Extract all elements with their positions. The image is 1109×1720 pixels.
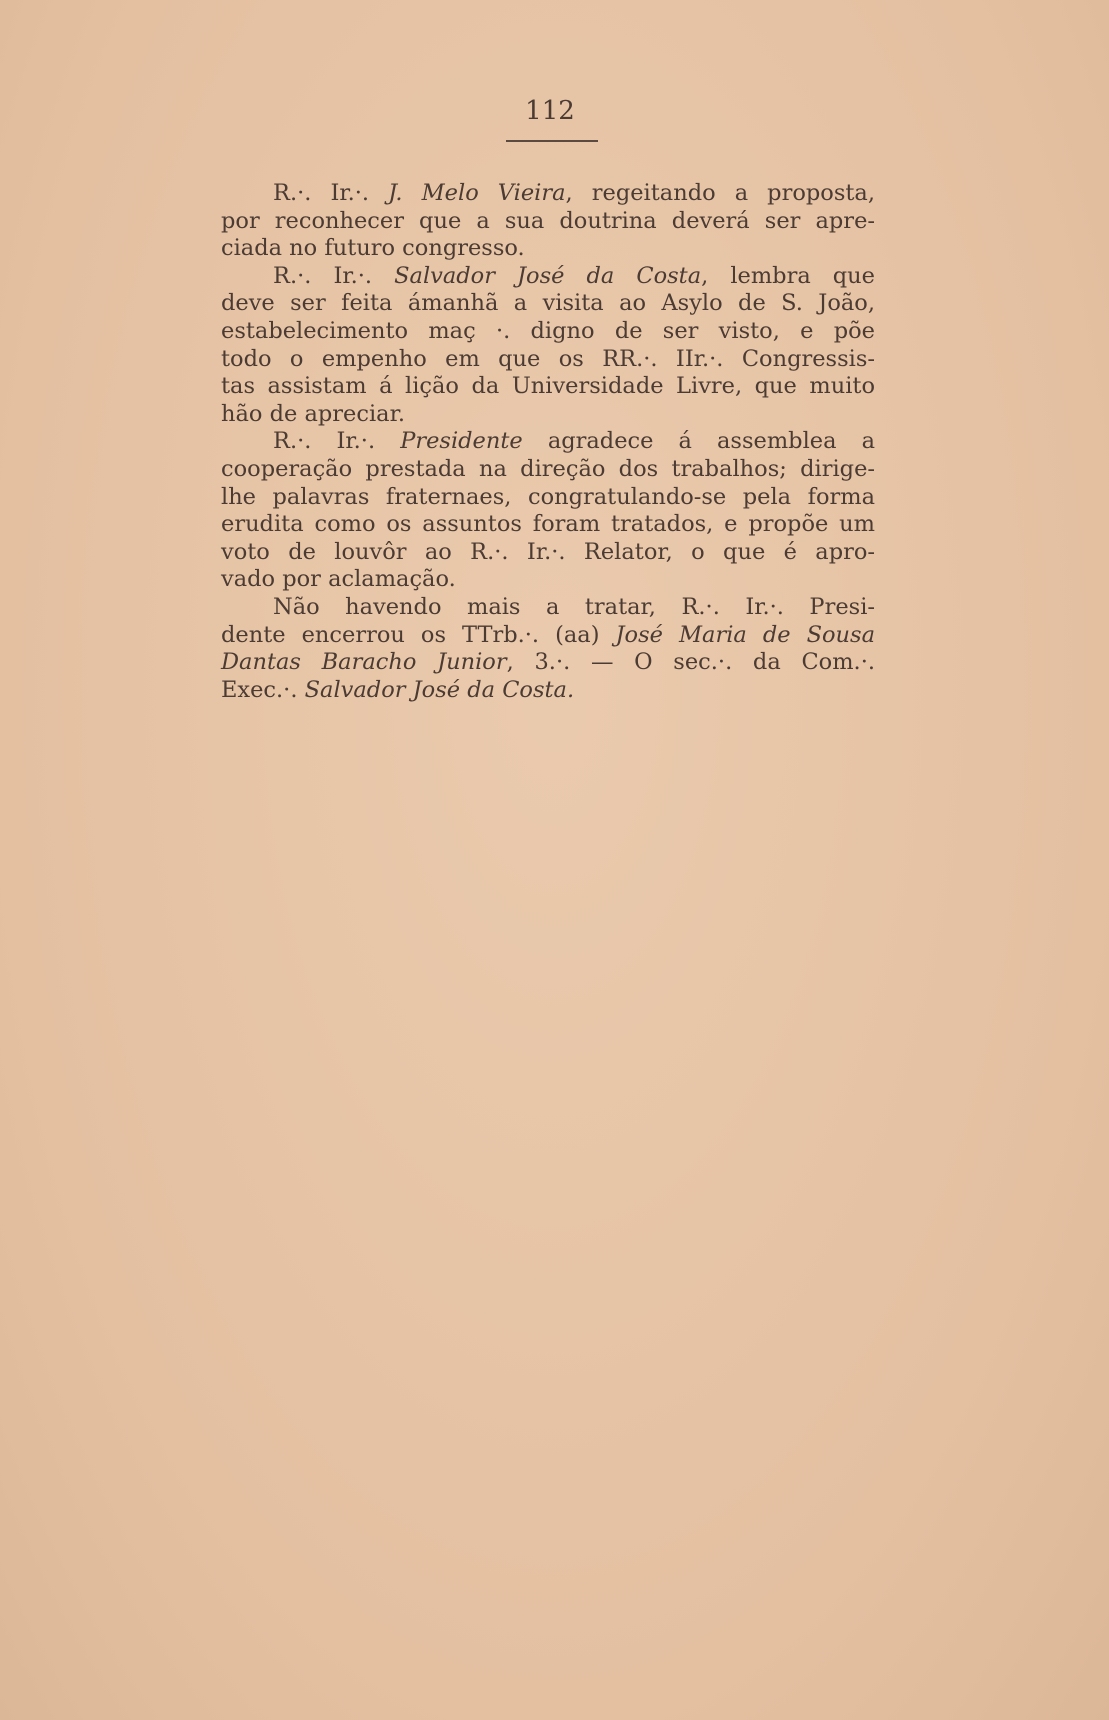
text-line (221, 428, 875, 456)
text-line (221, 649, 875, 677)
italic-name: Salvador José da Costa. (304, 676, 575, 703)
text-segment: erudita como os assuntos foram tratados, e propõe um (221, 511, 875, 538)
text-segment: todo o empenho em que os RR.·. IIr.·. Congressis- (221, 345, 875, 372)
italic-name: Salvador José da Costa (394, 262, 702, 289)
text-segment: R.·. Ir.·. (273, 428, 401, 455)
text-line (221, 677, 875, 705)
text-segment: ciada no futuro congresso. (221, 235, 525, 262)
text-segment: , regeitando a proposta, (565, 180, 875, 206)
text-line (221, 346, 875, 374)
text-line (221, 235, 875, 263)
text-segment: estabelecimento maç ·. digno de ser visto, e põe (221, 317, 875, 344)
text-segment: vado por aclamação. (221, 566, 456, 593)
text-line (221, 456, 875, 484)
italic-name: Presidente (400, 428, 523, 455)
text-segment: cooperação prestada na direção dos trabalhos; dirige- (221, 455, 875, 482)
text-segment: Não havendo mais a tratar, R.·. Ir.·. Presi- (273, 593, 875, 620)
page-number: 112 (525, 96, 575, 126)
italic-name: J. Melo Vieira (388, 180, 566, 206)
text-segment: voto de louvôr ao R.·. Ir.·. Relator, o que é apro- (221, 538, 875, 565)
text-segment: lhe palavras fraternaes, congratulando-se pela forma (221, 483, 875, 510)
text-segment: por reconhecer que a sua doutrina deverá ser apre- (221, 207, 875, 234)
text-segment: deve ser feita ámanhã a visita ao Asylo de S. João, (221, 290, 875, 317)
text-line (221, 622, 875, 650)
italic-name: Dantas Baracho Junior (221, 649, 507, 676)
text-line (221, 318, 875, 346)
body-text (221, 180, 875, 704)
italic-name: José Maria de Sousa (615, 621, 876, 648)
text-segment: dente encerrou os TTrb.·. (aa) (221, 621, 616, 648)
text-line (221, 594, 875, 622)
text-segment: tas assistam á lição da Universidade Livre, que muito (221, 373, 875, 400)
text-segment: hão de apreciar. (221, 400, 406, 427)
text-line (221, 373, 875, 401)
text-line (221, 290, 875, 318)
text-segment: , 3.·. — O sec.·. da Com.·. (506, 649, 876, 676)
text-segment: Exec.·. (221, 676, 305, 703)
text-segment: R.·. Ir.·. (273, 262, 395, 289)
text-line (221, 511, 875, 539)
text-segment: , lembra que (701, 262, 875, 289)
text-segment: R.·. Ir.·. (273, 180, 389, 206)
text-line (221, 566, 875, 594)
page-number-rule (506, 140, 598, 142)
text-line (221, 539, 875, 567)
text-line (221, 263, 875, 291)
text-line (221, 401, 875, 429)
text-line (221, 484, 875, 512)
text-line (221, 208, 875, 236)
text-line (221, 180, 875, 208)
text-segment: agradece á assemblea a (522, 428, 875, 455)
